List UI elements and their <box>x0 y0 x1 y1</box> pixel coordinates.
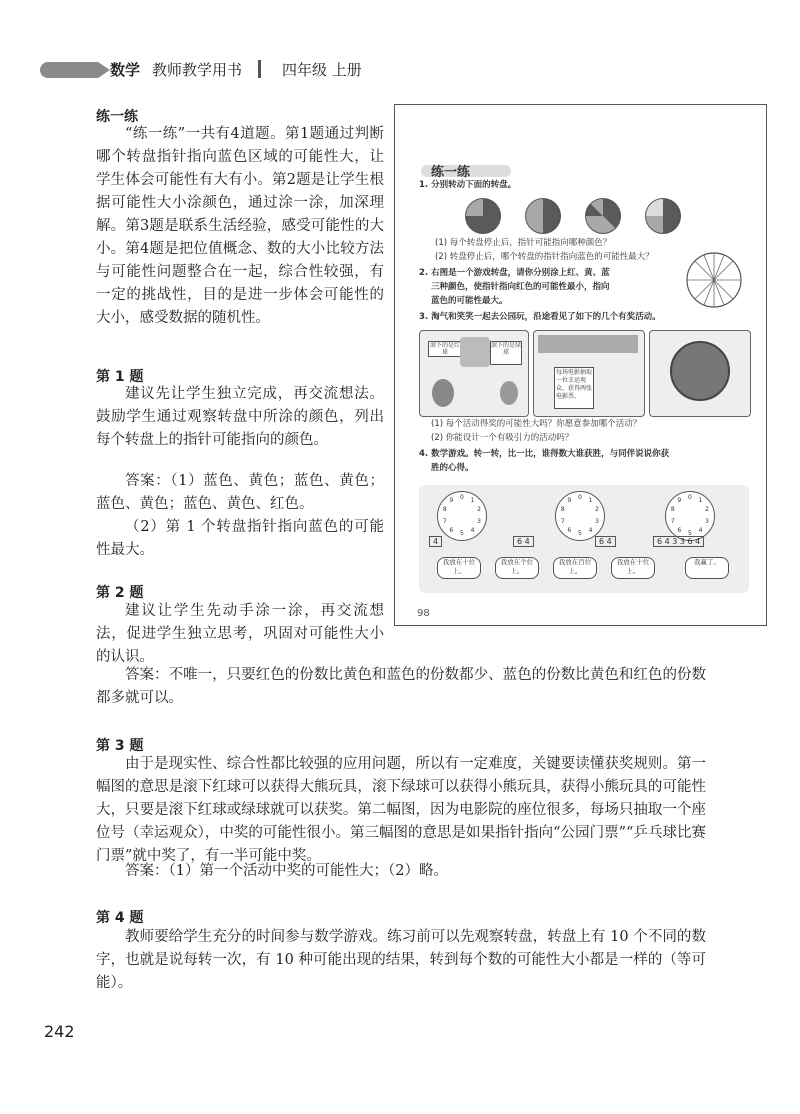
dial-digit: 5 <box>688 530 692 537</box>
scene-prize-wheel <box>649 330 751 417</box>
dial-digit: 7 <box>670 517 675 525</box>
dial-digit: 4 <box>698 526 703 534</box>
blank-spinner <box>685 251 743 309</box>
dial-digit: 6 <box>449 526 454 534</box>
bear-toy <box>432 379 454 407</box>
dial-digit: 3 <box>595 517 599 525</box>
number-cards <box>513 536 535 547</box>
card-row: 4 <box>429 536 442 547</box>
header-subject: 数学 <box>110 61 141 79</box>
section-title: 第 3 题 <box>96 738 144 754</box>
dial-digit: 2 <box>595 506 599 514</box>
dial-digit: 6 <box>677 526 682 534</box>
section-paragraph: 由于是现实性、综合性都比较强的应用问题，所以有一定难度，关键要读懂获奖规则。第一幅图的意思是滚下红球可以获得大熊玩具，滚下绿球可以获得小熊玩具，获得小熊玩具的可能性大，只要是滚下红球或绿球就可以获奖。第二幅图，因为电影院的座位很多，每场只抽取一个座位号（幸运观众），中奖的可能性很小。第三幅图的意思是如果指针指向“公园门票”“乒乓球比赛门票”就中奖了，有一半可能中奖。 <box>96 756 706 864</box>
question-4-line-2: 胜的心得。 <box>431 463 474 473</box>
question-3-part-1: (1) 每个活动得奖的可能性大吗？你愿意参加哪个活动？ <box>431 419 642 429</box>
cinema-sign <box>538 335 638 353</box>
number-cards <box>429 536 443 547</box>
sign-green-ball: 滚下的是绿球 <box>490 341 522 365</box>
dial-digit: 2 <box>477 506 481 514</box>
question-2-line-1: 2. 右图是一个游戏转盘，请你分别涂上红、黄、蓝 <box>419 268 610 278</box>
dial-digit: 8 <box>560 506 565 514</box>
digit-dial <box>665 491 715 541</box>
card-row: 6 4 <box>513 536 534 547</box>
dial-digit: 5 <box>578 530 582 537</box>
inset-page-number: 98 <box>417 608 430 619</box>
bear-toy <box>500 381 518 405</box>
scene-ball-game <box>419 330 529 417</box>
speech-bubble: 我赢了。 <box>685 557 729 579</box>
dial-digit: 1 <box>470 497 475 505</box>
header-grade: 四年级 上册 <box>282 61 362 79</box>
cinema-notice: 每场电影抽取一位幸运观众，获得两张电影票。 <box>554 367 594 409</box>
answer-paragraph: 答案：（1）蓝色、黄色；蓝色、黄色；蓝色、黄色；蓝色、黄色、红色。 <box>96 473 384 512</box>
dial-digit: 8 <box>442 506 447 514</box>
card-row: 6 4 3 3 6 4 <box>653 536 704 547</box>
dial-digit: 0 <box>460 494 464 501</box>
dial-digit: 7 <box>560 517 565 525</box>
dial-digit: 9 <box>677 497 682 505</box>
section-title: 第 2 题 <box>96 585 144 601</box>
dial-digit: 2 <box>705 506 709 514</box>
dial-digit: 0 <box>688 494 692 501</box>
dial-digit: 8 <box>670 506 675 514</box>
textbook-page-figure <box>394 104 767 626</box>
ball-machine <box>460 337 490 367</box>
spinner-1 <box>465 198 501 234</box>
section-title: 第 4 题 <box>96 910 144 926</box>
dial-digit: 3 <box>705 517 709 525</box>
speech-bubble: 我放在个位上。 <box>495 557 539 579</box>
section-paragraph: 建议让学生先动手涂一涂，再交流想法，促进学生独立思考，巩固对可能性大小的认识。 <box>96 603 384 665</box>
question-2-line-2: 三种颜色，使指针指向红色的可能性最小，指向 <box>431 282 610 292</box>
answer-paragraph: 答案：不唯一，只要红色的份数比黄色和蓝色的份数都少、蓝色的份数比黄色和红色的份数都多就可以。 <box>96 667 706 706</box>
speech-bubble: 我放在百位上。 <box>553 557 597 579</box>
inset-title: 练一练 <box>431 165 471 180</box>
section-paragraph: 教师要给学生充分的时间参与数学游戏。练习前可以先观察转盘，转盘上有 10 个不同的数字，也就是说每转一次，有 10 种可能出现的结果，转到每个数的可能性大小都是一样的（等可能）。 <box>96 929 706 991</box>
spinner-4 <box>645 198 681 234</box>
dial-digit: 6 <box>567 526 572 534</box>
answer-paragraph: 答案：（1）第一个活动中奖的可能性大；（2）略。 <box>125 863 448 879</box>
card-row: 6 4 <box>595 536 616 547</box>
scene-cinema <box>533 330 645 417</box>
dial-digit: 3 <box>477 517 481 525</box>
speech-bubble: 我放在十位上。 <box>437 557 481 579</box>
question-1-part-1: (1) 每个转盘停止后，指针可能指向哪种颜色？ <box>435 238 612 248</box>
dial-digit: 1 <box>588 497 593 505</box>
page-number: 242 <box>44 1022 75 1041</box>
dial-digit: 7 <box>442 517 447 525</box>
section-title: 第 1 题 <box>96 369 144 385</box>
sign-red-ball: 滚下的是红球 <box>429 342 460 356</box>
dial-digit: 9 <box>567 497 572 505</box>
dial-digit: 5 <box>460 530 464 537</box>
question-2-line-3: 蓝色的可能性最大。 <box>431 296 508 306</box>
header-book: 教师教学用书 <box>152 61 243 79</box>
question-3-part-2: (2) 你能设计一个有吸引力的活动吗？ <box>431 433 574 443</box>
digit-dial <box>437 491 487 541</box>
dial-digit: 4 <box>470 526 475 534</box>
spinner-2 <box>525 198 561 234</box>
question-4-line-1: 4. 数学游戏。转一转，比一比，谁得数大谁获胜，与同伴说说你获 <box>419 449 670 459</box>
section-paragraph: 建议先让学生独立完成，再交流想法。鼓励学生通过观察转盘中所涂的颜色，列出每个转盘上的指针可能指向的颜色。 <box>96 386 384 448</box>
section-paragraph: “练一练”一共有4道题。第1题通过判断哪个转盘指针指向蓝色区域的可能性大，让学生体会可能性有大有小。第2题是让学生根据可能性大小涂颜色，通过涂一涂，加深理解。第3题是联系生活经验，感受可能性的大小。第4题是把位值概念、数的大小比较方法与可能性问题整合在一起，综合性较强，有一定的挑战性，目的是进一步体会可能性的大小，感受数据的随机性。 <box>96 126 384 326</box>
number-cards <box>595 536 617 547</box>
dial-digit: 4 <box>588 526 593 534</box>
speech-bubble: 我放在十位上。 <box>611 557 655 579</box>
number-cards <box>653 536 705 547</box>
dial-digit: 9 <box>449 497 454 505</box>
section-title: 练一练 <box>96 109 138 125</box>
spinner-3 <box>585 198 621 234</box>
question-1: 1. 分别转动下面的转盘。 <box>419 180 517 190</box>
dial-digit: 1 <box>698 497 703 505</box>
question-1-part-2: (2) 转盘停止后，哪个转盘的指针指向蓝色的可能性最大？ <box>435 252 654 262</box>
answer-paragraph: （2）第 1 个转盘指针指向蓝色的可能性最大。 <box>96 519 384 558</box>
header-tab-decoration <box>40 62 98 78</box>
dial-digit: 0 <box>578 494 582 501</box>
header-divider <box>258 60 261 78</box>
prize-wheel <box>670 341 730 401</box>
digit-dial <box>555 491 605 541</box>
question-3: 3. 淘气和笑笑一起去公园玩，沿途看见了如下的几个有奖活动。 <box>419 312 661 322</box>
